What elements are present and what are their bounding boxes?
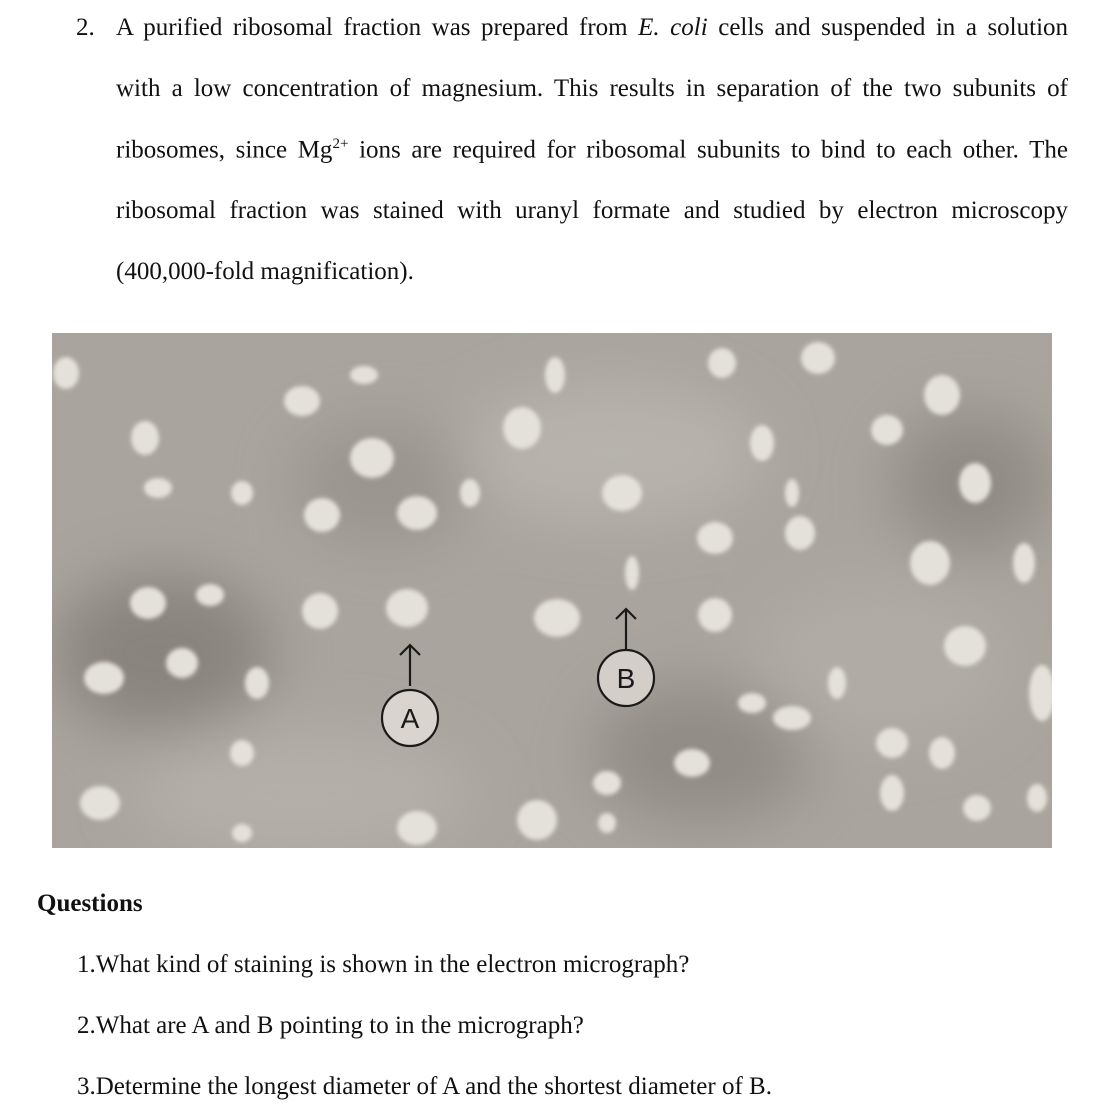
problem-line-3: ribosomes, since $Mg^{2+}$ ions are required for ribosomal subunits to bind to each other. The	[116, 136, 1069, 164]
problem-number: 2.	[76, 14, 95, 41]
question-3: 3.Determine the longest diameter of A and the shortest diameter of B.	[77, 1073, 772, 1100]
question-2: 2.What are A and B pointing to in the micrograph?	[77, 1012, 584, 1039]
problem-line-1: A purified ribosomal fraction was prepared from E. coli cells and suspended in a solution	[116, 14, 1069, 41]
label-a: A	[400, 703, 420, 734]
question-1: 1.What kind of staining is shown in the electron micrograph?	[77, 951, 690, 978]
problem-line-5: (400,000-fold magnification).	[116, 258, 414, 285]
questions-heading: Questions	[37, 890, 143, 917]
label-b: B	[616, 663, 636, 694]
organism-name: E. coli	[638, 14, 708, 41]
problem-line-2: with a low concentration of magnesium. This results in separation of the two subunits of	[116, 75, 1068, 102]
electron-micrograph	[52, 333, 1052, 848]
charge-superscript: 2+	[332, 136, 349, 152]
problem-line-4: ribosomal fraction was stained with uranyl formate and studied by electron microscopy	[116, 197, 1068, 224]
